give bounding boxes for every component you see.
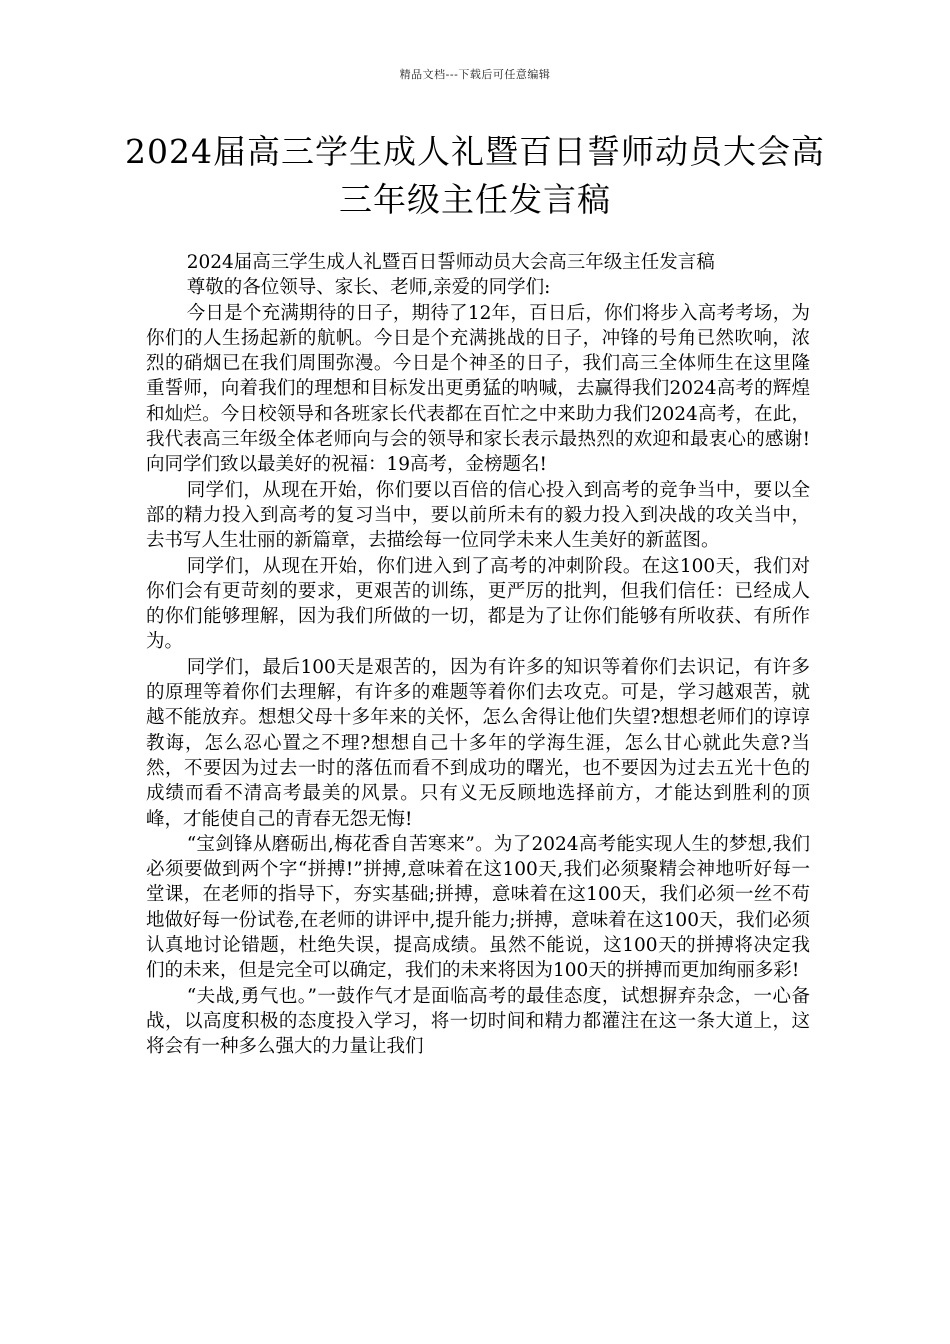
paragraph: 同学们，最后100天是艰苦的，因为有许多的知识等着你们去识记，有许多的原理等着你们去理解，有许多的难题等着你们去攻克。可是，学习越艰苦，就越不能放弃。想想父母十多年来的关怀，怎么舍得让他们失望?想想老师们的谆谆教诲，怎么忍心置之不理?想想自己十多年的学海生涯，怎么甘心就此失意?当然，不要因为过去一时的落伍而看不到成功的曙光，也不要因为过去五光十色的成绩而看不清高考最美的风景。只有义无反顾地选择前方，才能达到胜利的顶峰，才能使自己的青春无怨无悔! bbox=[146, 656, 810, 830]
paragraph: 同学们，从现在开始，你们要以百倍的信心投入到高考的竞争当中，要以全部的精力投入到高考的复习当中，要以前所未有的毅力投入到决战的攻关当中，去书写人生壮丽的新篇章，去描绘每一位同学未来人生美好的新蓝图。 bbox=[146, 479, 810, 552]
paragraph-salutation: 尊敬的各位领导、家长、老师,亲爱的同学们: bbox=[186, 277, 551, 299]
document-body bbox=[146, 250, 810, 1060]
paragraph: 今日是个充满期待的日子，期待了12年，百日后，你们将步入高考考场，为你们的人生扬起新的航帆。今日是个充满挑战的日子，冲锋的号角已然吹响，浓烈的硝烟已在我们周围弥漫。今日是个神圣的日子，我们高三全体师生在这里隆重誓师，向着我们的理想和目标发出更勇猛的呐喊，去赢得我们2024高考的辉煌和灿烂。今日校领导和各班家长代表都在百忙之中来助力我们2024高考，在此，我代表高三年级全体老师向与会的领导和家长表示最热烈的欢迎和最衷心的感谢!向同学们致以最美好的祝福：19高考，金榜题名! bbox=[146, 302, 810, 476]
document-title: 2024届高三学生成人礼暨百日誓师动员大会高三年级主任发言稿 bbox=[125, 132, 825, 219]
paragraph: “宝剑锋从磨砺出,梅花香自苦寒来”。为了2024高考能实现人生的梦想,我们必须要做到两个字“拼搏!”拼搏,意味着在这100天,我们必须聚精会神地听好每一堂课，在老师的指导下，夯实基础;拼搏，意味着在这100天，我们必须一丝不苟地做好每一份试卷,在老师的讲评中,提升能力;拼搏，意味着在这100天，我们必须认真地讨论错题，杜绝失误，提高成绩。虽然不能说，这100天的拼搏将决定我们的未来，但是完全可以确定，我们的未来将因为100天的拼搏而更加绚丽多彩! bbox=[146, 833, 810, 982]
paragraph: 同学们，从现在开始，你们进入到了高考的冲刺阶段。在这100天，我们对你们会有更苛刻的要求，更艰苦的训练，更严厉的批判，但我们信任：已经成人的你们能够理解，因为我们所做的一切，都是为了让你们能够有所收获、有所作为。 bbox=[146, 555, 810, 653]
paragraph-subtitle: 2024届高三学生成人礼暨百日誓师动员大会高三年级主任发言稿 bbox=[186, 252, 715, 273]
page-header: 精品文档---下载后可任意编辑 bbox=[399, 68, 551, 81]
paragraph: “夫战,勇气也。”一鼓作气才是面临高考的最佳态度，试想摒弃杂念，一心备战，以高度积极的态度投入学习，将一切时间和精力都灌注在这一条大道上，这将会有一种多么强大的力量让我们 bbox=[146, 985, 810, 1058]
